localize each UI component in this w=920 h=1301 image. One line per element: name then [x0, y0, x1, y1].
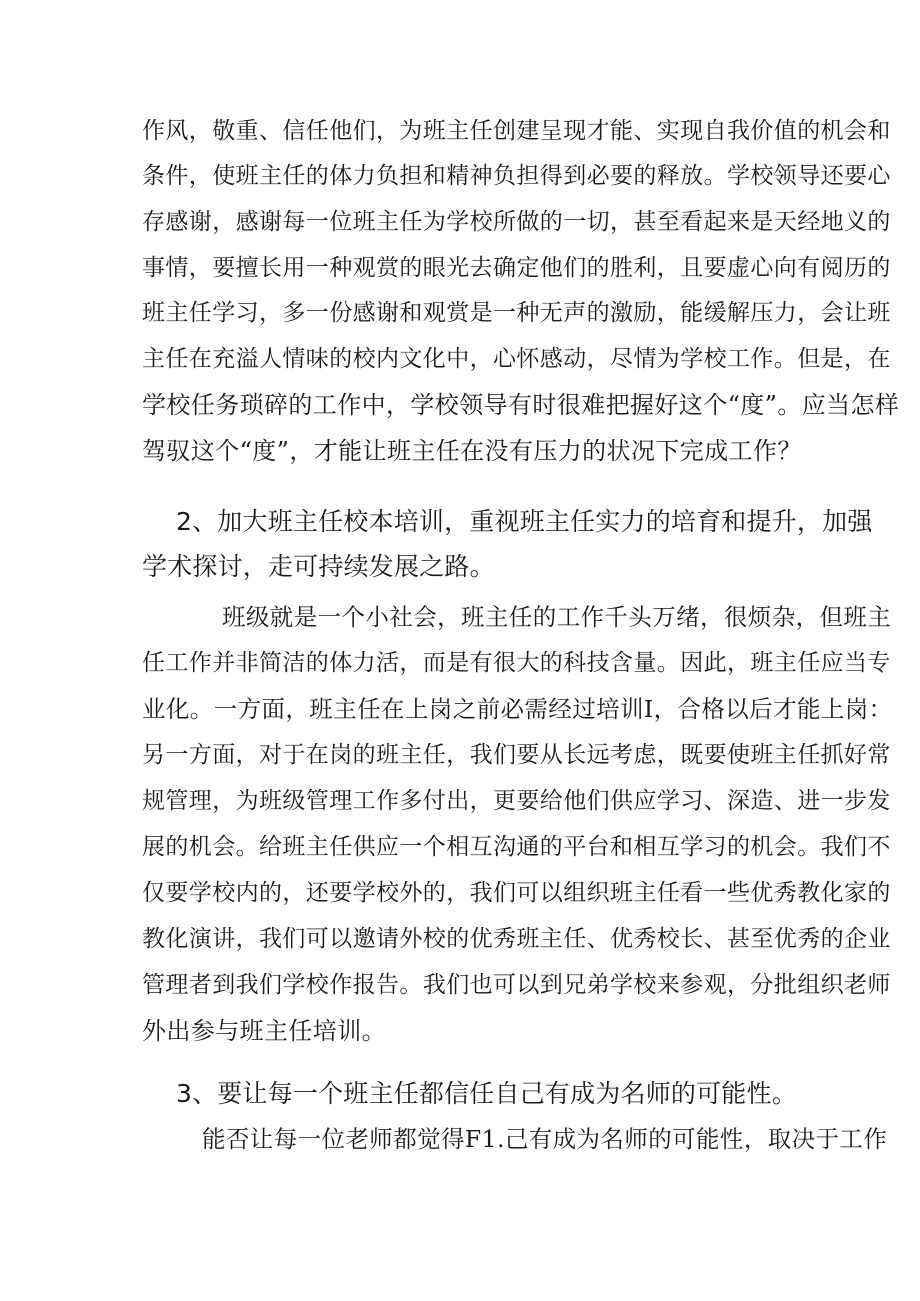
- paragraph-1-line-1: 作风，敬重、信任他们，为班主任创建呈现才能、实现自我价值的机会和: [142, 118, 891, 144]
- paragraph-1-line-5: 班主任学习，多一份感谢和观赏是一种无声的激励，能缓解压力，会让班: [142, 300, 891, 326]
- paragraph-3-line-1: 能否让每一位老师都觉得F1.己有成为名师的可能性，取决于工作: [202, 1125, 888, 1153]
- paragraph-1-line-6: 主任在充溢人情味的校内文化中，心怀感动，尽情为学校工作。但是，在: [142, 346, 891, 372]
- paragraph-2-line-8: 教化演讲，我们可以邀请外校的优秀班主任、优秀校长、甚至优秀的企业: [142, 926, 891, 952]
- section-heading-3: 3、要让每一个班主任都信任自己有成为名师的可能性。: [176, 1079, 797, 1108]
- paragraph-1-line-2: 条件，使班主任的体力负担和精神负担得到必要的释放。学校领导还要心: [142, 163, 891, 189]
- paragraph-2-line-9: 管理者到我们学校作报告。我们也可以到兄弟学校来参观，分批组织老师: [142, 972, 891, 998]
- paragraph-2-line-10: 外出参与班主任培训。: [142, 1017, 386, 1045]
- paragraph-1-line-8: 驾驭这个“度”，才能让班主任在没有压力的状况下完成工作？: [142, 437, 802, 465]
- paragraph-2-line-7: 仅要学校内的，还要学校外的，我们可以组织班主任看一些优秀教化家的: [142, 880, 891, 906]
- section-heading-2-line-1: 2、加大班主任校本培训，重视班主任实力的培育和提升，加强: [176, 507, 873, 536]
- paragraph-2-line-3: 业化。一方面，班主任在上岗之前必需经过培训I，合格以后才能上岗：: [142, 695, 893, 723]
- paragraph-1-line-3: 存感谢，感谢每一位班主任为学校所做的一切，甚至看起来是天经地义的: [142, 209, 891, 235]
- paragraph-2-line-4: 另一方面，对于在岗的班主任，我们要从长远考虑，既要使班主任抓好常: [142, 742, 891, 768]
- paragraph-2-line-1: 班级就是一个小社会，班主任的工作千头万绪，很烦杂，但班主: [222, 603, 892, 631]
- paragraph-2-line-6: 展的机会。给班主任供应一个相互沟通的平台和相互学习的机会。我们不: [142, 834, 891, 860]
- paragraph-1-line-7: 学校任务琐碎的工作中，学校领导有时很难把握好这个“度”。应当怎样: [142, 391, 900, 419]
- section-heading-2-line-2: 学术探讨，走可持续发展之路。: [142, 552, 495, 581]
- paragraph-1-line-4: 事情，要擅长用一种观赏的眼光去确定他们的胜利，且要虚心向有阅历的: [142, 255, 891, 281]
- paragraph-2-line-2: 任工作并非简洁的体力活，而是有很大的科技含量。因此，班主任应当专: [142, 650, 891, 676]
- paragraph-2-line-5: 规管理，为班级管理工作多付出，更要给他们供应学习、深造、进一步发: [142, 788, 891, 814]
